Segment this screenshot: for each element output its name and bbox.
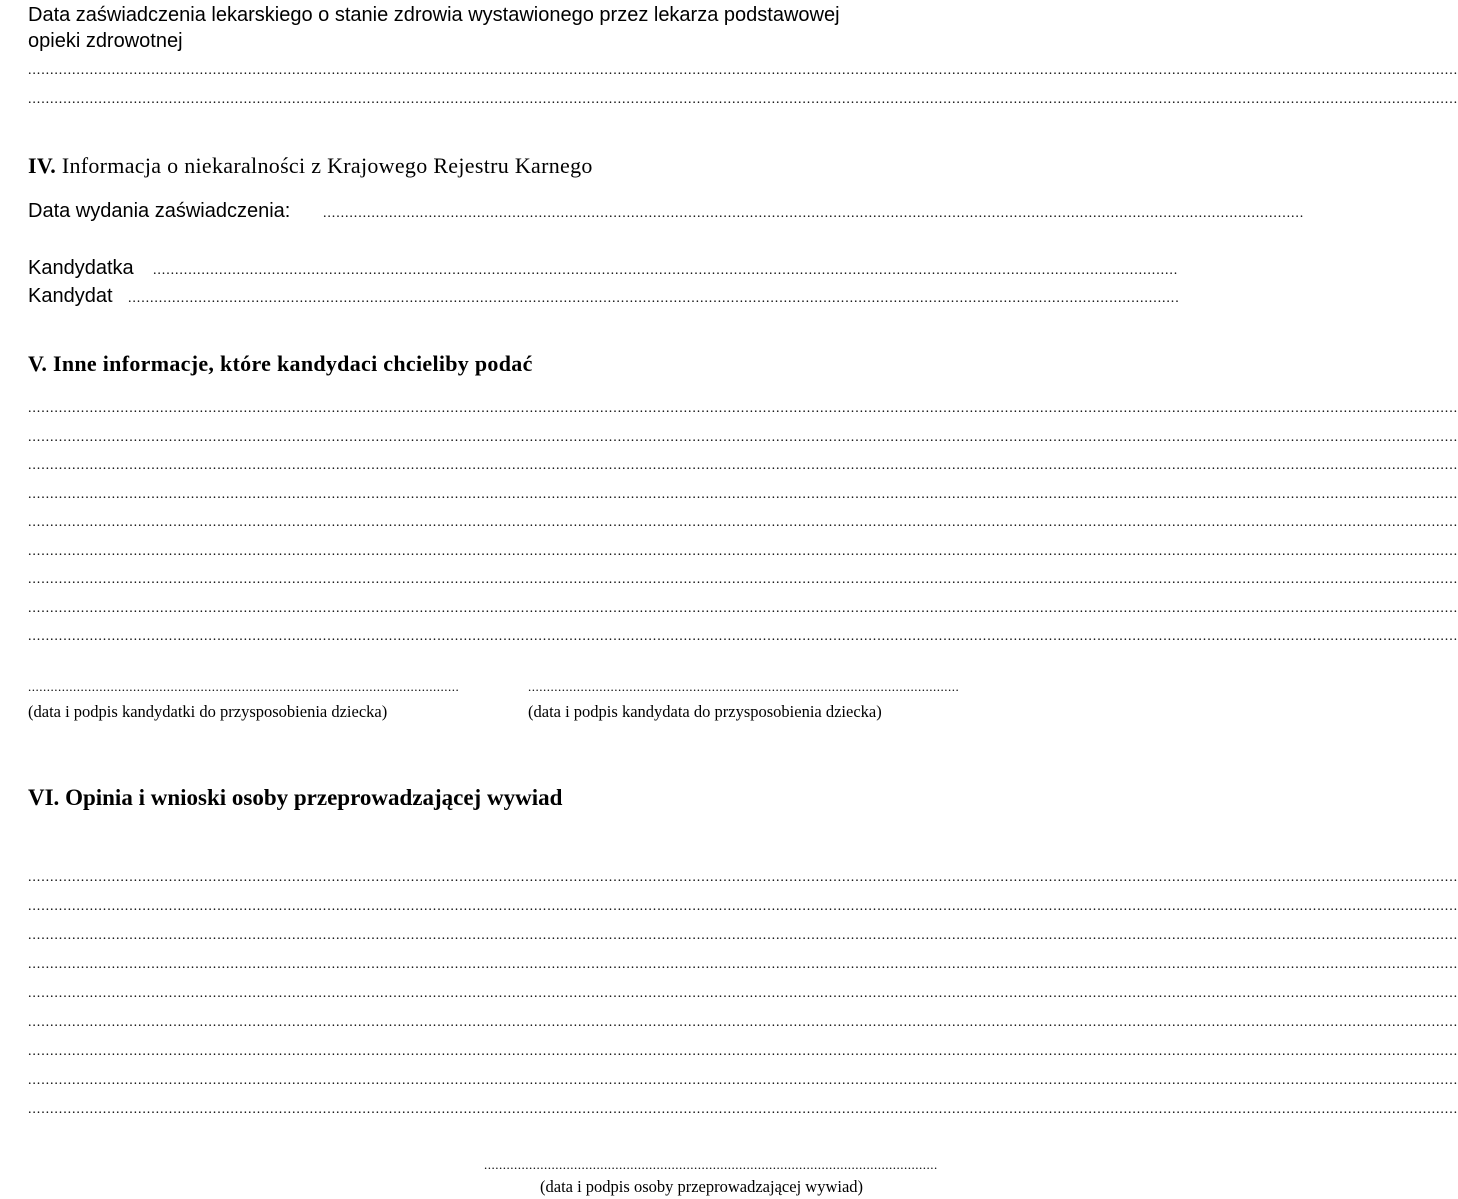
section-iv-title: Informacja o niekaralności z Krajowego Rejestru Karnego — [61, 153, 593, 178]
section-v-number: V. — [28, 351, 48, 376]
section-vi-text-line[interactable]: ..................................................................................................................................................................................................................................................................................................................................... — [28, 928, 1458, 943]
section-vi-text-line[interactable]: ..................................................................................................................................................................................................................................................................................................................................... — [28, 1015, 1458, 1030]
signature-male-caption: (data i podpis kandydata do przysposobienia dziecka) — [528, 702, 882, 721]
section-vi-text-line[interactable]: ..................................................................................................................................................................................................................................................................................................................................... — [28, 1073, 1458, 1088]
issue-date-label: Data wydania zaświadczenia: — [28, 200, 291, 222]
section-vi-text-line[interactable]: ..................................................................................................................................................................................................................................................................................................................................... — [28, 1044, 1458, 1059]
section-vi-text-line[interactable]: ..................................................................................................................................................................................................................................................................................................................................... — [28, 899, 1458, 914]
medical-certificate-date-field[interactable]: ..................................................................................................................................................................................................................................................................................................................................... — [28, 63, 1458, 78]
female-candidate-field[interactable]: ......................................................................................................................................................................................................................................... — [153, 263, 1179, 278]
signature-interviewer-caption: (data i podpis osoby przeprowadzającej wywiad) — [540, 1177, 864, 1196]
section-v-text-line[interactable]: ..................................................................................................................................................................................................................................................................................................................................... — [28, 629, 1458, 644]
section-vi-text-line[interactable]: ..................................................................................................................................................................................................................................................................................................................................... — [28, 870, 1458, 885]
male-candidate-label: Kandydat — [28, 285, 113, 307]
section-vi-title: Opinia i wnioski osoby przeprowadzającej wywiad — [65, 785, 563, 810]
signature-female-caption: (data i podpis kandydatki do przysposobienia dziecka) — [28, 702, 388, 721]
section-v-heading — [28, 351, 533, 377]
section-v-text-line[interactable]: ..................................................................................................................................................................................................................................................................................................................................... — [28, 572, 1458, 587]
signature-female-field[interactable]: ................................................................................................................... — [28, 679, 460, 694]
section-v-title: Inne informacje, które kandydaci chcieliby podać — [52, 351, 533, 376]
section-v-text-line[interactable]: ..................................................................................................................................................................................................................................................................................................................................... — [28, 486, 1458, 502]
section-v-text-line[interactable]: ..................................................................................................................................................................................................................................................................................................................................... — [28, 515, 1458, 530]
section-iv-heading — [28, 153, 593, 179]
section-vi-text-line[interactable]: ..................................................................................................................................................................................................................................................................................................................................... — [28, 1102, 1458, 1117]
section-vi-number: VI. — [28, 785, 60, 810]
section-v-text-line[interactable]: ..................................................................................................................................................................................................................................................................................................................................... — [28, 401, 1458, 416]
section-vi-text-line[interactable]: ..................................................................................................................................................................................................................................................................................................................................... — [28, 957, 1458, 972]
section-vi-text-line[interactable]: ..................................................................................................................................................................................................................................................................................................................................... — [28, 986, 1458, 1001]
section-vi-heading — [28, 785, 562, 811]
section-v-text-line[interactable]: ..................................................................................................................................................................................................................................................................................................................................... — [28, 543, 1458, 559]
section-iv-number: IV. — [28, 153, 57, 178]
signature-interviewer-field[interactable]: ......................................................................................................................... — [484, 1157, 938, 1172]
medical-certificate-date-field-2[interactable]: ..................................................................................................................................................................................................................................................................................................................................... — [28, 92, 1458, 107]
issue-date-field[interactable]: ............................................................................................................................................................................................................................... — [323, 206, 1305, 221]
medical-certificate-label-line2: opieki zdrowotnej — [28, 30, 183, 52]
medical-certificate-label-line1: Data zaświadczenia lekarskiego o stanie zdrowia wystawionego przez lekarza podstawowej — [28, 4, 840, 26]
signature-male-field[interactable]: ................................................................................................................... — [528, 679, 960, 694]
male-candidate-field[interactable]: ............................................................................................................................................................................................................................................... — [128, 291, 1180, 306]
female-candidate-label: Kandydatka — [28, 257, 134, 279]
section-v-text-line[interactable]: ..................................................................................................................................................................................................................................................................................................................................... — [28, 458, 1458, 473]
section-v-text-line[interactable]: ..................................................................................................................................................................................................................................................................................................................................... — [28, 600, 1458, 616]
section-v-text-line[interactable]: ..................................................................................................................................................................................................................................................................................................................................... — [28, 429, 1458, 445]
